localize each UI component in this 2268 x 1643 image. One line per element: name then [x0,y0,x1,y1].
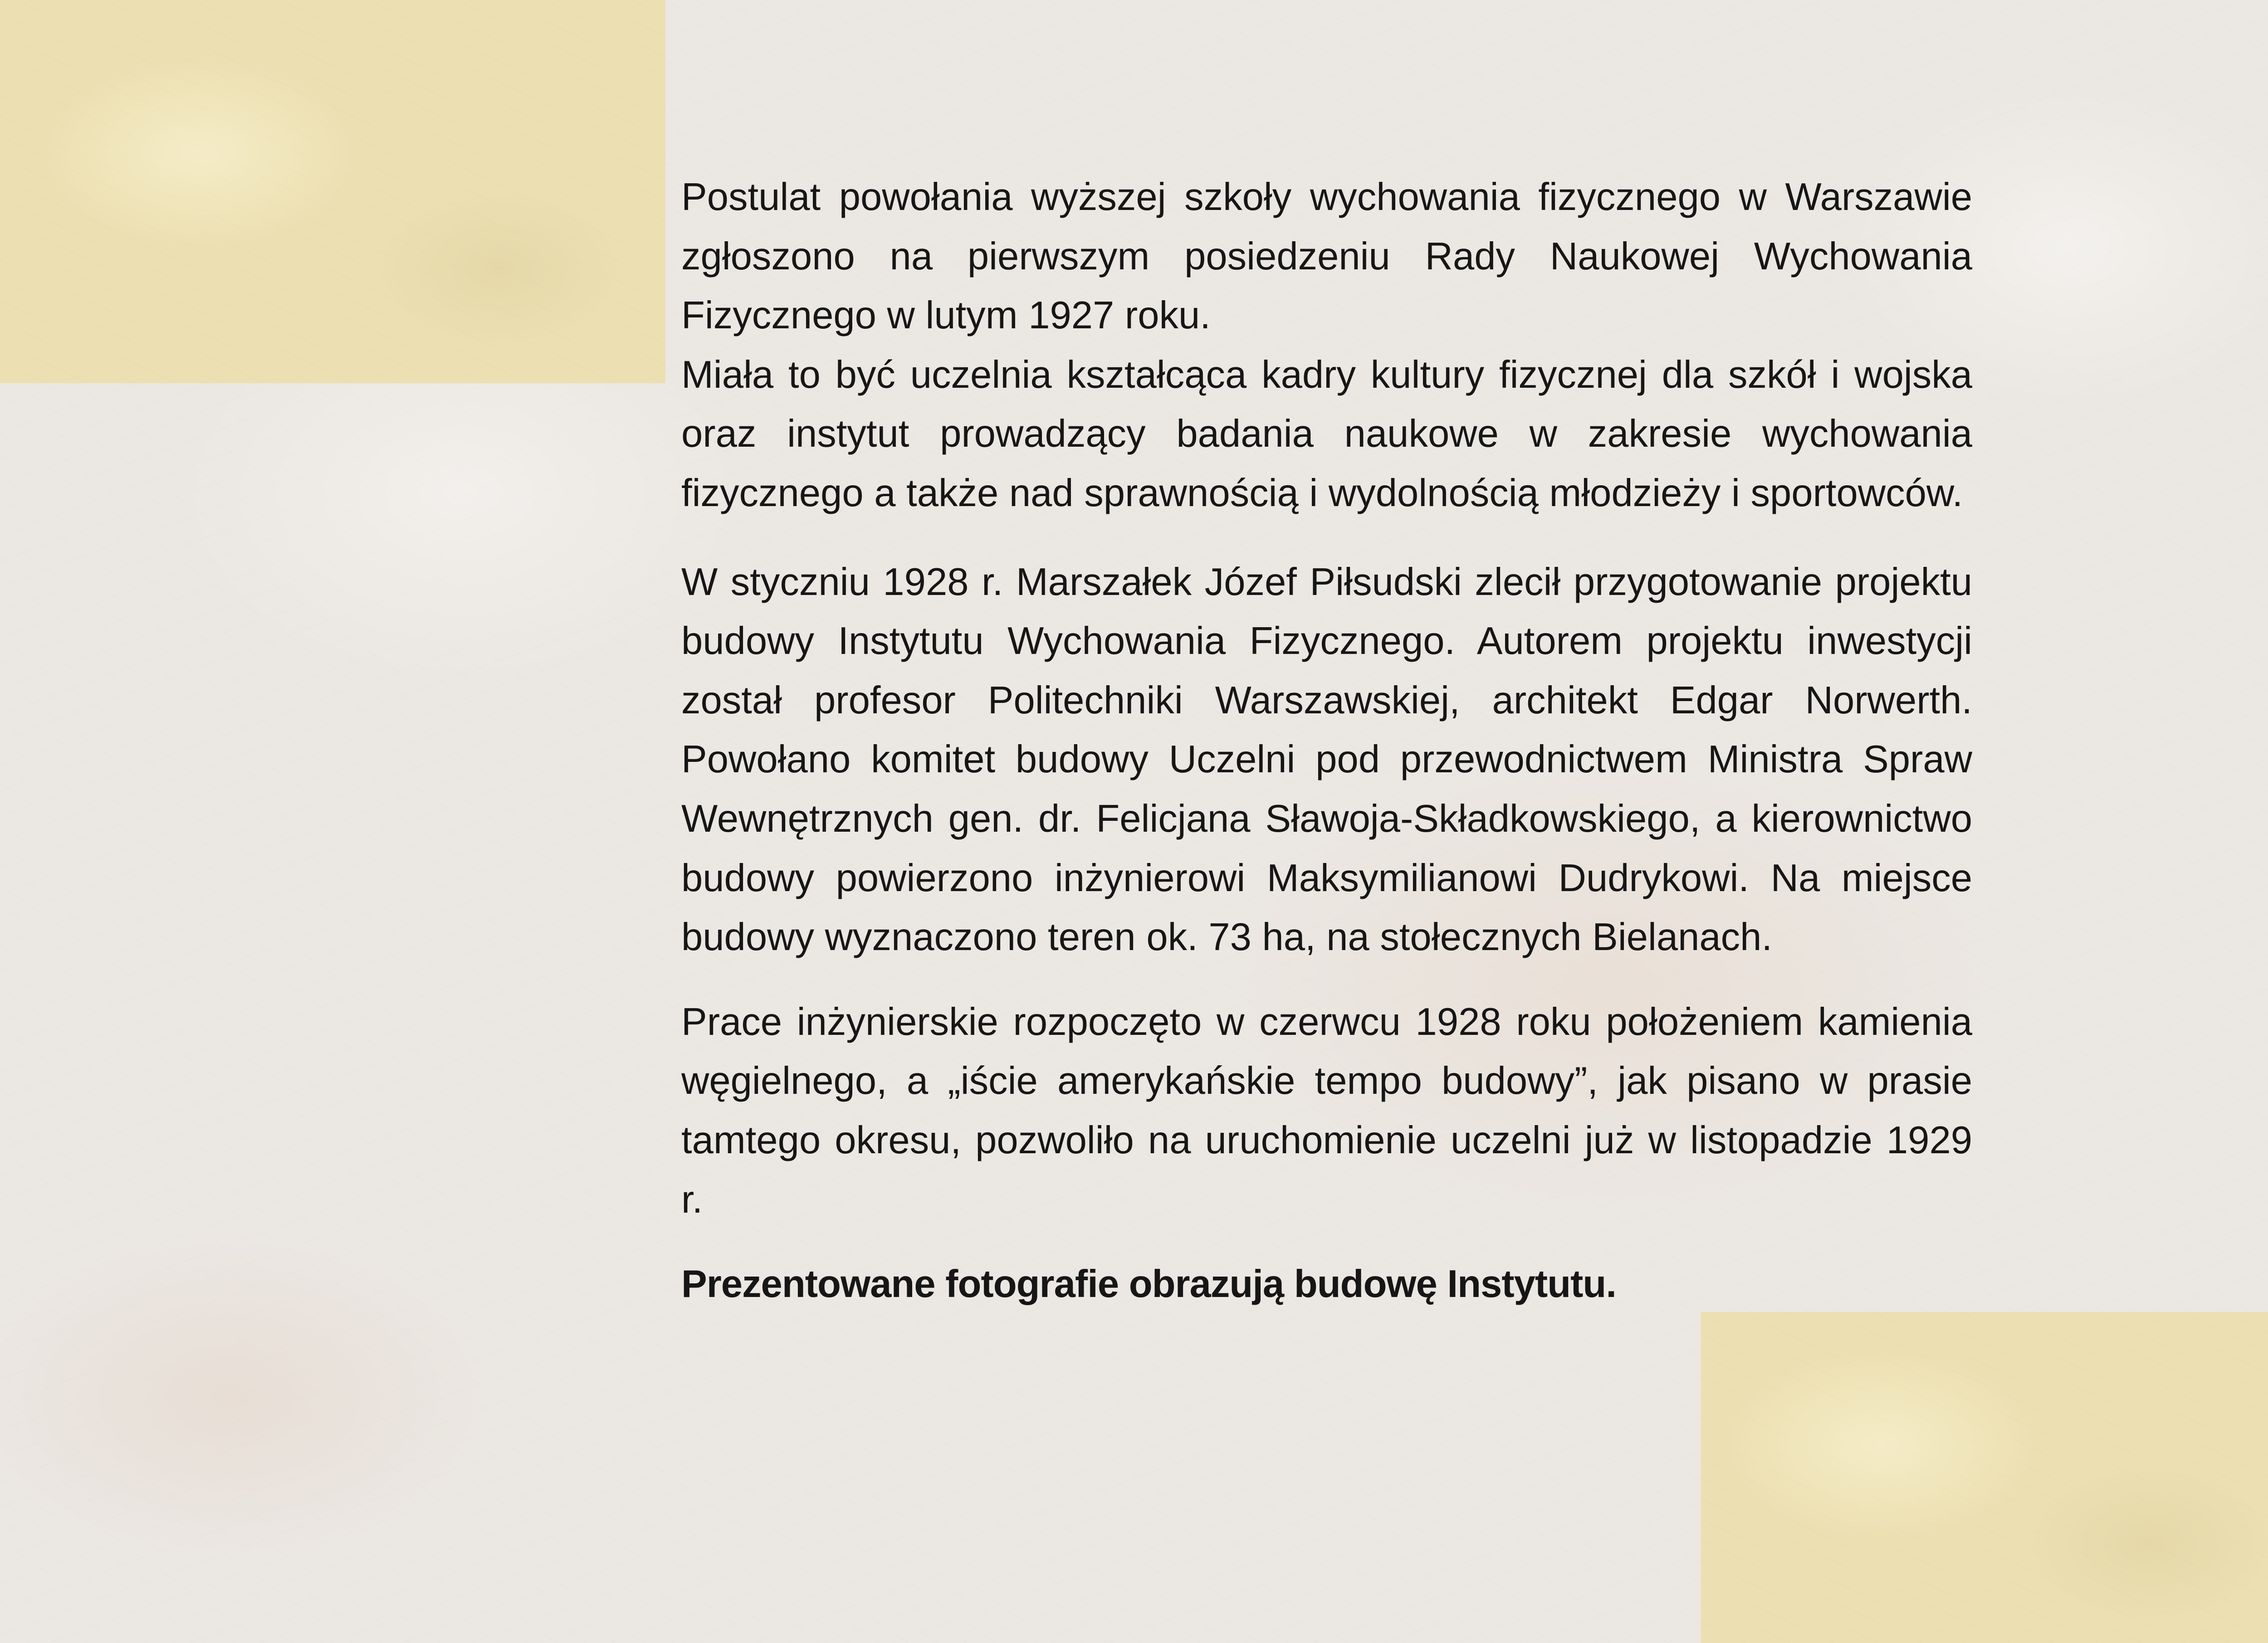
paragraph-projekt: W styczniu 1928 r. Marszałek Józef Piłsudski zlecił przygotowanie projektu budowy Instytutu Wychowania Fizycznego. Autorem projektu inwestycji został profesor Politechniki Warszawskiej, architekt Edgar Norwerth. Powołano komitet budowy Uczelni pod przewodnictwem Ministra Spraw Wewnętrznych gen. dr. Felicjana Sławoja-Składkowskiego, a kierownictwo budowy powierzono inżynierowi Maksymilianowi Dudrykowi. Na miejsce budowy wyznaczono teren ok. 73 ha, na stołecznych Bielanach. [681,560,1972,959]
paragraph-prace: Prace inżynierskie rozpoczęto w czerwcu 1928 roku położeniem kamienia węgielnego, a „iście amerykańskie tempo budowy”, jak pisano w prasie tamtego okresu, pozwoliło na uruchomienie uczelni już w listopadzie 1929 r. [681,1000,1972,1221]
decorative-yellow-block-top-left [0,0,665,383]
paragraph-fotografie: Prezentowane fotografie obrazują budowę Instytutu. [681,1263,1616,1306]
paragraph-uczelnia: Miała to być uczelnia kształcąca kadry kultury fizycznej dla szkół i wojska oraz instytut prowadzący badania naukowe w zakresie wychowania fizycznego a także nad sprawnością i wydolnością młodzieży i sportowców. [681,353,1972,515]
paragraph-postulat: Postulat powołania wyższej szkoły wychowania fizycznego w Warszawie zgłoszono na pierwszym posiedzeniu Rady Naukowej Wychowania Fizycznego w lutym 1927 roku. [681,176,1972,337]
decorative-yellow-block-bottom-right [1701,1312,2268,1643]
article-text [681,168,1972,1314]
